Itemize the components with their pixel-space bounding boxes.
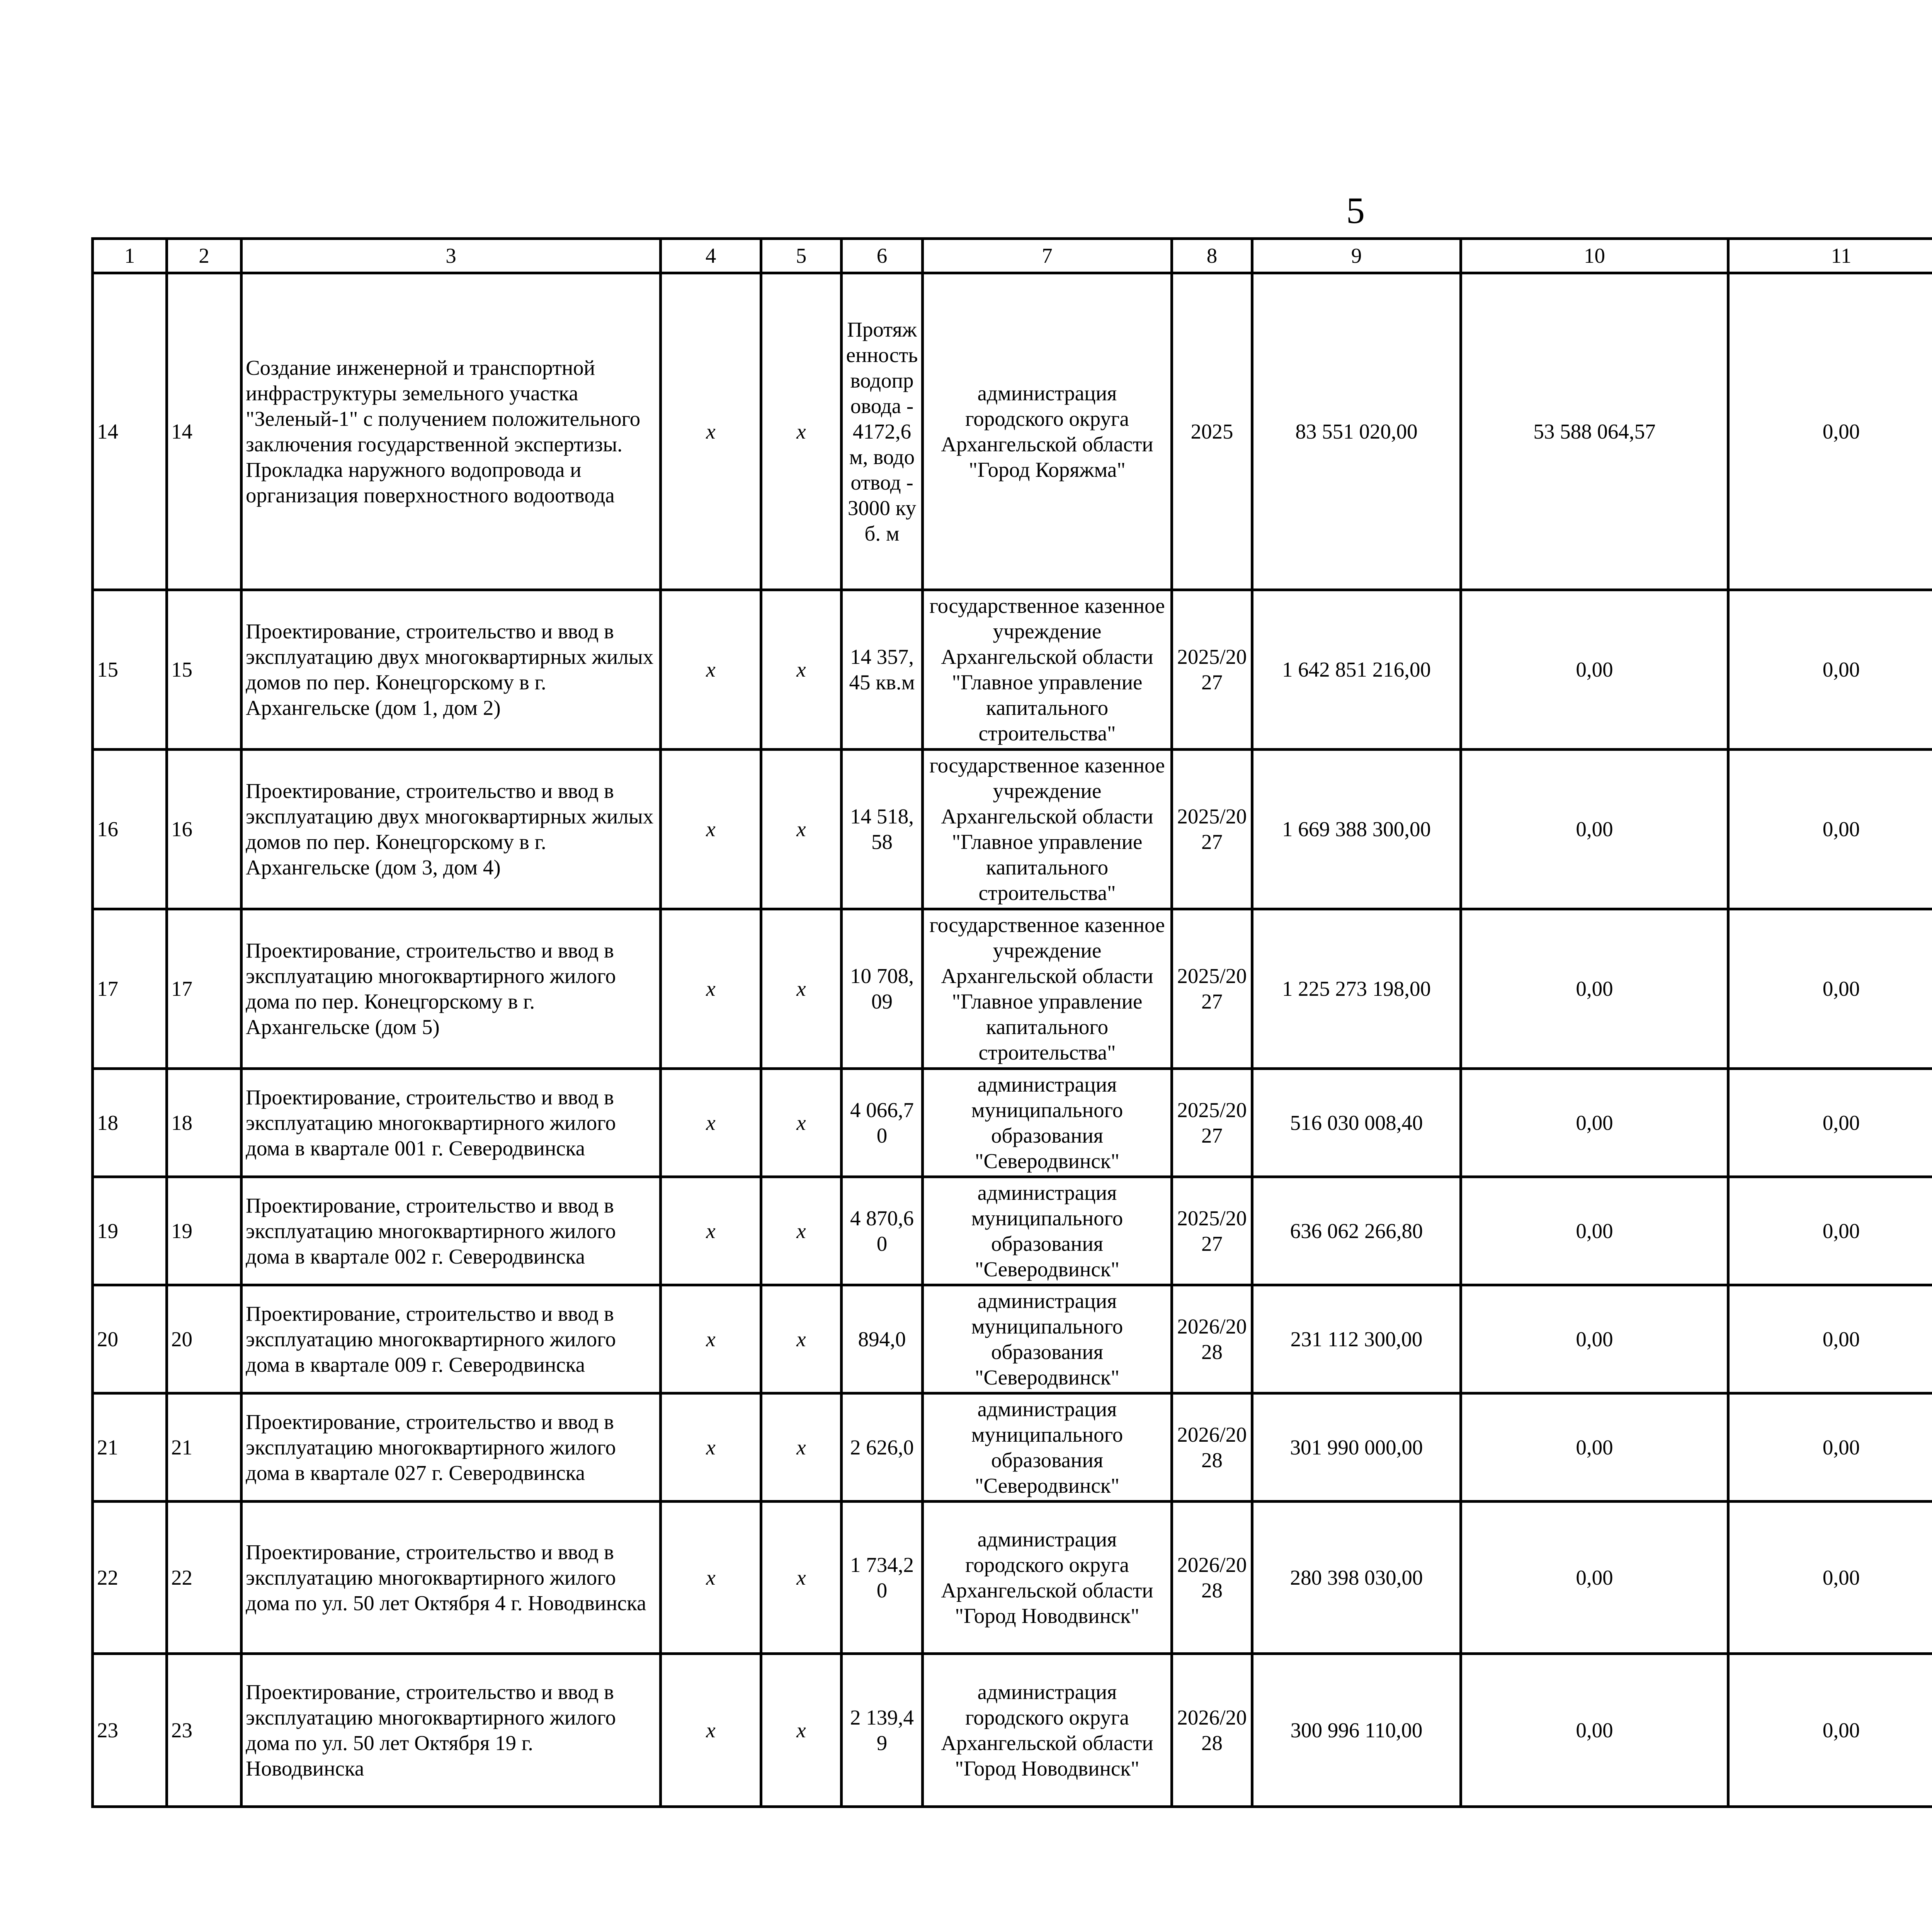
total-cost-cell: 231 112 300,00 xyxy=(1252,1285,1461,1393)
col5-cell: х xyxy=(761,1069,842,1177)
column-header: 3 xyxy=(242,239,661,273)
column-header: 11 xyxy=(1728,239,1932,273)
total-cost-cell: 300 996 110,00 xyxy=(1252,1654,1461,1807)
object-name-cell: Проектирование, строительство и ввод в эксплуатацию многоквартирного жилого дома в квартале 001 г. Северодвинска xyxy=(242,1069,661,1177)
table-row xyxy=(93,590,1932,750)
table-row xyxy=(93,750,1932,909)
item-number-cell: 17 xyxy=(167,909,242,1069)
customer-cell: администрация городского округа Архангельской области "Город Новодвинск" xyxy=(923,1502,1172,1654)
col5-cell: х xyxy=(761,590,842,750)
col4-cell: х xyxy=(661,1654,761,1807)
item-number-cell: 15 xyxy=(167,590,242,750)
capacity-cell: 4 066,70 xyxy=(842,1069,923,1177)
row-number-cell: 22 xyxy=(93,1502,167,1654)
col4-cell: х xyxy=(661,1069,761,1177)
col10-amount-cell: 0,00 xyxy=(1461,1393,1728,1502)
table-row xyxy=(93,1393,1932,1502)
item-number-cell: 20 xyxy=(167,1285,242,1393)
table-row xyxy=(93,273,1932,590)
customer-cell: государственное казенное учреждение Архангельской области "Главное управление капитального строительства" xyxy=(923,750,1172,909)
period-cell: 2026/2028 xyxy=(1172,1285,1252,1393)
column-header: 10 xyxy=(1461,239,1728,273)
col5-cell: х xyxy=(761,909,842,1069)
row-number-cell: 17 xyxy=(93,909,167,1069)
col4-cell: х xyxy=(661,750,761,909)
col11-amount-cell: 0,00 xyxy=(1728,1393,1932,1502)
table-row xyxy=(93,1502,1932,1654)
total-cost-cell: 1 642 851 216,00 xyxy=(1252,590,1461,750)
col10-amount-cell: 0,00 xyxy=(1461,1654,1728,1807)
column-header: 7 xyxy=(923,239,1172,273)
col11-amount-cell: 0,00 xyxy=(1728,1177,1932,1285)
customer-cell: администрация муниципального образования "Северодвинск" xyxy=(923,1393,1172,1502)
col11-amount-cell: 0,00 xyxy=(1728,909,1932,1069)
capacity-cell: 2 139,49 xyxy=(842,1654,923,1807)
customer-cell: администрация городского округа Архангельской области "Город Коряжма" xyxy=(923,273,1172,590)
row-number-cell: 23 xyxy=(93,1654,167,1807)
customer-cell: администрация муниципального образования "Северодвинск" xyxy=(923,1069,1172,1177)
col5-cell: х xyxy=(761,1285,842,1393)
total-cost-cell: 83 551 020,00 xyxy=(1252,273,1461,590)
capacity-cell: 4 870,60 xyxy=(842,1177,923,1285)
col10-amount-cell: 0,00 xyxy=(1461,1285,1728,1393)
col5-cell: х xyxy=(761,1393,842,1502)
item-number-cell: 16 xyxy=(167,750,242,909)
column-header: 8 xyxy=(1172,239,1252,273)
object-name-cell: Проектирование, строительство и ввод в эксплуатацию многоквартирного жилого дома по пер. Конецгорскому в г. Архангельске (дом 5) xyxy=(242,909,661,1069)
customer-cell: государственное казенное учреждение Архангельской области "Главное управление капитального строительства" xyxy=(923,909,1172,1069)
col4-cell: х xyxy=(661,590,761,750)
capacity-cell: 14 518,58 xyxy=(842,750,923,909)
object-name-cell: Создание инженерной и транспортной инфраструктуры земельного участка "Зеленый-1" с получением положительного заключения государственной экспертизы. Прокладка наружного водопровода и организация поверхностного водоотвода xyxy=(242,273,661,590)
col10-amount-cell: 0,00 xyxy=(1461,1069,1728,1177)
period-cell: 2025/2027 xyxy=(1172,590,1252,750)
col5-cell: х xyxy=(761,1654,842,1807)
object-name-cell: Проектирование, строительство и ввод в эксплуатацию многоквартирного жилого дома в квартале 002 г. Северодвинска xyxy=(242,1177,661,1285)
col10-amount-cell: 53 588 064,57 xyxy=(1461,273,1728,590)
row-number-cell: 20 xyxy=(93,1285,167,1393)
period-cell: 2026/2028 xyxy=(1172,1393,1252,1502)
customer-cell: государственное казенное учреждение Архангельской области "Главное управление капитального строительства" xyxy=(923,590,1172,750)
col4-cell: х xyxy=(661,909,761,1069)
data-table xyxy=(91,237,1932,1808)
total-cost-cell: 636 062 266,80 xyxy=(1252,1177,1461,1285)
total-cost-cell: 280 398 030,00 xyxy=(1252,1502,1461,1654)
column-header: 2 xyxy=(167,239,242,273)
col4-cell: х xyxy=(661,1502,761,1654)
period-cell: 2025/2027 xyxy=(1172,1069,1252,1177)
capacity-cell: 14 357,45 кв.м xyxy=(842,590,923,750)
table-row xyxy=(93,1654,1932,1807)
col11-amount-cell: 0,00 xyxy=(1728,1069,1932,1177)
col5-cell: х xyxy=(761,1177,842,1285)
col11-amount-cell: 0,00 xyxy=(1728,750,1932,909)
capacity-cell: 1 734,20 xyxy=(842,1502,923,1654)
total-cost-cell: 516 030 008,40 xyxy=(1252,1069,1461,1177)
capacity-cell: Протяженность водопровода - 4172,6 м, водоотвод - 3000 куб. м xyxy=(842,273,923,590)
col4-cell: х xyxy=(661,273,761,590)
total-cost-cell: 1 669 388 300,00 xyxy=(1252,750,1461,909)
col11-amount-cell: 0,00 xyxy=(1728,1285,1932,1393)
table-row xyxy=(93,909,1932,1069)
customer-cell: администрация городского округа Архангельской области "Город Новодвинск" xyxy=(923,1654,1172,1807)
item-number-cell: 14 xyxy=(167,273,242,590)
col5-cell: х xyxy=(761,750,842,909)
item-number-cell: 21 xyxy=(167,1393,242,1502)
period-cell: 2025/2027 xyxy=(1172,750,1252,909)
capacity-cell: 10 708,09 xyxy=(842,909,923,1069)
object-name-cell: Проектирование, строительство и ввод в эксплуатацию многоквартирного жилого дома по ул. 50 лет Октября 4 г. Новодвинска xyxy=(242,1502,661,1654)
object-name-cell: Проектирование, строительство и ввод в эксплуатацию многоквартирного жилого дома в квартале 027 г. Северодвинска xyxy=(242,1393,661,1502)
row-number-cell: 14 xyxy=(93,273,167,590)
table-header-row xyxy=(93,239,1932,273)
period-cell: 2026/2028 xyxy=(1172,1654,1252,1807)
capacity-cell: 894,0 xyxy=(842,1285,923,1393)
row-number-cell: 18 xyxy=(93,1069,167,1177)
item-number-cell: 23 xyxy=(167,1654,242,1807)
capacity-cell: 2 626,0 xyxy=(842,1393,923,1502)
total-cost-cell: 301 990 000,00 xyxy=(1252,1393,1461,1502)
col10-amount-cell: 0,00 xyxy=(1461,909,1728,1069)
column-header: 9 xyxy=(1252,239,1461,273)
period-cell: 2025/2027 xyxy=(1172,909,1252,1069)
row-number-cell: 15 xyxy=(93,590,167,750)
row-number-cell: 21 xyxy=(93,1393,167,1502)
col11-amount-cell: 0,00 xyxy=(1728,590,1932,750)
col4-cell: х xyxy=(661,1285,761,1393)
table-row xyxy=(93,1285,1932,1393)
col5-cell: х xyxy=(761,1502,842,1654)
period-cell: 2025 xyxy=(1172,273,1252,590)
object-name-cell: Проектирование, строительство и ввод в эксплуатацию многоквартирного жилого дома по ул. 50 лет Октября 19 г. Новодвинска xyxy=(242,1654,661,1807)
column-header: 1 xyxy=(93,239,167,273)
table-row xyxy=(93,1177,1932,1285)
column-header: 4 xyxy=(661,239,761,273)
object-name-cell: Проектирование, строительство и ввод в эксплуатацию многоквартирного жилого дома в квартале 009 г. Северодвинска xyxy=(242,1285,661,1393)
col4-cell: х xyxy=(661,1393,761,1502)
row-number-cell: 19 xyxy=(93,1177,167,1285)
row-number-cell: 16 xyxy=(93,750,167,909)
col5-cell: х xyxy=(761,273,842,590)
item-number-cell: 22 xyxy=(167,1502,242,1654)
col11-amount-cell: 0,00 xyxy=(1728,273,1932,590)
object-name-cell: Проектирование, строительство и ввод в эксплуатацию двух многоквартирных жилых домов по пер. Конецгорскому в г. Архангельске (дом 1, дом 2) xyxy=(242,590,661,750)
page-number: 5 xyxy=(1346,190,1365,231)
customer-cell: администрация муниципального образования "Северодвинск" xyxy=(923,1285,1172,1393)
period-cell: 2026/2028 xyxy=(1172,1502,1252,1654)
col4-cell: х xyxy=(661,1177,761,1285)
item-number-cell: 18 xyxy=(167,1069,242,1177)
col10-amount-cell: 0,00 xyxy=(1461,1502,1728,1654)
column-header: 6 xyxy=(842,239,923,273)
col11-amount-cell: 0,00 xyxy=(1728,1502,1932,1654)
col10-amount-cell: 0,00 xyxy=(1461,750,1728,909)
item-number-cell: 19 xyxy=(167,1177,242,1285)
total-cost-cell: 1 225 273 198,00 xyxy=(1252,909,1461,1069)
table-row xyxy=(93,1069,1932,1177)
col10-amount-cell: 0,00 xyxy=(1461,1177,1728,1285)
col11-amount-cell: 0,00 xyxy=(1728,1654,1932,1807)
column-header: 5 xyxy=(761,239,842,273)
period-cell: 2025/2027 xyxy=(1172,1177,1252,1285)
customer-cell: администрация муниципального образования "Северодвинск" xyxy=(923,1177,1172,1285)
col10-amount-cell: 0,00 xyxy=(1461,590,1728,750)
object-name-cell: Проектирование, строительство и ввод в эксплуатацию двух многоквартирных жилых домов по пер. Конецгорскому в г. Архангельске (дом 3, дом 4) xyxy=(242,750,661,909)
